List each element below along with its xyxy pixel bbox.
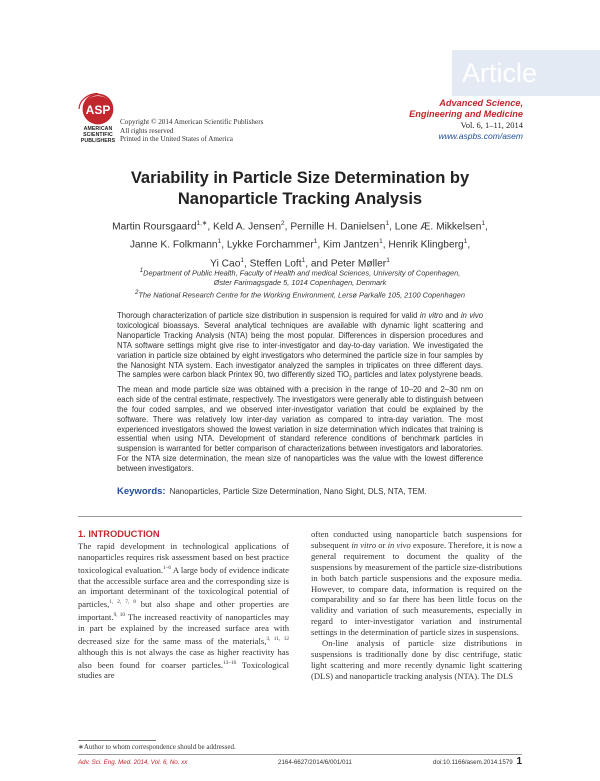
body-text: although this is not always the case as higher reactivity has also been found for coarser particles. — [78, 646, 289, 670]
author-separator: , — [243, 258, 250, 270]
footnote: ∗Author to whom correspondence should be addressed. — [78, 743, 236, 751]
keywords — [117, 487, 483, 497]
author-affiliation: 1 — [301, 256, 306, 264]
affiliations — [60, 266, 540, 301]
author-affiliation: 1 — [385, 220, 390, 227]
affiliation-line — [60, 278, 540, 288]
footer-citation: Adv. Sci. Eng. Med. 2014, Vol. 6, No. xx — [78, 759, 188, 766]
page-number: 1 — [516, 756, 522, 767]
citation-ref: 13–16 — [223, 659, 237, 666]
body-text: or — [376, 539, 388, 550]
copyright-line: All rights reserved — [120, 126, 174, 135]
author-separator: , — [284, 221, 291, 233]
paper-title — [60, 168, 540, 210]
abstract — [117, 311, 483, 474]
author-separator: , — [467, 239, 471, 251]
abstract-text: Thorough characterization of particle size distribution in suspension is required for valid — [117, 311, 420, 320]
author-separator: , — [389, 221, 395, 233]
author-affiliation: 1 — [313, 238, 318, 246]
author-name: Martin Roursgaard — [112, 221, 197, 233]
logo-sub-2: SCIENTIFIC — [83, 132, 113, 138]
author-name: Kim Jantzen — [323, 239, 380, 251]
logo-sub-3: PUBLISHERS — [80, 138, 116, 144]
section-heading: 1. INTRODUCTION — [78, 529, 160, 539]
author-name: Henrik Klingberg — [388, 239, 464, 251]
author-affiliation: 1 — [386, 256, 390, 264]
affiliation-text: The National Research Centre for the Working Environment, Lersø Parkalle 105, 2100 Copenhagen — [138, 290, 466, 300]
author-line — [60, 234, 540, 252]
column-right — [311, 529, 522, 682]
affiliation-number: 2 — [134, 289, 139, 297]
journal-volume: Vol. 6, 1–11, 2014 — [460, 120, 523, 130]
asp-logo-icon — [75, 93, 121, 126]
author-separator: , — [221, 239, 227, 251]
abstract-text: particles and latex polystyrene beads. The mean and mode particle size was obtained with a precision in the range of 10–20 and 2–30 nm on each side of the central estimate, respectively. The investigators were generally able to distinguish between the four coded samples, and we observed inter-investigator variation that could be explained by the software. There was relatively low inter-day variation as compared to intra-day variation. The most experienced investigators showed the lowest variation in size determination which indicates that training is essential when using NTA. Development of standard reference conditions of benchmark particles in suspension is warranted for better comparison of characterizations between investigators and laboratories. For the NTA size determination, the mean size of nanoparticles was the value with the lowest difference between investigators. — [117, 370, 483, 474]
body-text: Toxicological studies are — [78, 659, 289, 681]
citation-ref: 1, 2, 7, 8 — [109, 599, 136, 606]
paragraph — [311, 529, 522, 638]
journal-name: Engineering and Medicine — [409, 109, 523, 119]
author-affiliation: 1 — [463, 238, 468, 246]
abstract-italic: in vitro — [419, 311, 443, 320]
paragraph: On-line analysis of particle size distributions in suspensions is traditionally done by disc centrifuge, static light scattering and more recently dynamic light scattering (DLS) and nanoparticle tracking analysis (NTA). The DLS — [311, 638, 522, 681]
abstract-text: and — [442, 311, 461, 320]
logo-sub-1: AMERICAN — [83, 126, 113, 132]
author-separator: , — [207, 221, 214, 233]
abstract-italic: in vivo — [460, 311, 483, 320]
affiliation-line — [60, 288, 540, 300]
body-text: but also shape and other properties are important. — [78, 599, 289, 623]
author-name: Steffen Loft — [249, 258, 302, 270]
title-line: Variability in Particle Size Determination by — [130, 169, 470, 187]
copyright-line: Copyright © 2014 American Scientific Publishers — [120, 118, 264, 126]
divider — [78, 516, 522, 517]
footnote-divider — [78, 740, 156, 741]
abstract-subscript: 2 — [349, 375, 352, 382]
author-name: Pernille H. Danielsen — [290, 221, 386, 233]
author-name: Lykke Forchammer — [226, 239, 314, 251]
footer-issn: 2164-6627/2014/6/001/011 — [278, 759, 352, 766]
author-name: Janne K. Folkmann — [129, 239, 218, 251]
author-list — [60, 216, 540, 271]
journal-url[interactable]: www.aspbs.com/asem — [438, 131, 523, 141]
footer-doi[interactable]: doi:10.1166/asem.2014.1579 — [433, 759, 513, 766]
copyright-line: Printed in the United States of America — [120, 135, 233, 143]
body-text: The increased reactivity of nanoparticles may in part be explained by the increased surface area with decreased size for the same mass of the materials, — [78, 612, 290, 646]
author-affiliation: 2 — [281, 220, 285, 227]
column-left — [78, 528, 289, 681]
affiliation-number: 1 — [139, 267, 144, 274]
author-affiliation: 1 — [240, 256, 244, 264]
title-line: Nanoparticle Tracking Analysis — [177, 190, 423, 208]
article-tab: Article — [452, 50, 600, 96]
author-affiliation: 1,∗ — [196, 220, 208, 227]
author-name: Peter Møller — [330, 258, 387, 270]
keywords-label: Keywords: — [117, 486, 166, 497]
svg-text:ASP: ASP — [85, 103, 111, 118]
author-separator: , — [382, 239, 389, 251]
author-affiliation: 1 — [481, 220, 486, 227]
page-footer — [78, 757, 522, 769]
citation-ref: 3, 11, 12 — [266, 635, 289, 642]
author-name: Yi Cao — [210, 258, 241, 270]
author-separator: , — [317, 239, 324, 251]
affiliation-line — [60, 266, 540, 278]
author-line — [60, 216, 540, 234]
author-separator: , — [485, 221, 488, 233]
divider — [78, 754, 522, 755]
body-text: exposure. Therefore, it is now a general requirement to document the quality of the suspensions by measurement of the particle size-distributions in both batch particle suspensions and the exposure media. However, to compare data, information is required on the comparability and so far there has been little focus on the validity and variation of such measurements, especially in regard to inter-investigator variation and instrumental settings in the determination of particle sizes in suspensions. — [311, 539, 522, 638]
body-text: A large body of evidence indicate that the accessible surface area and the corresponding size is an important determinant of the toxicological potential of particles, — [78, 564, 289, 610]
abstract-text: toxicological bioassays. Several analytical techniques are available with dynamic light scattering and Nanoparticle Tracking Analysis (NTA) being the most popular. Differences in dispersion procedures and NTA software settings might give rise to inter-investigator and day-to-day variation. We investigated the variation in particle size obtained by eight investigators who determined the particle size in four samples by the Nanosight NTA system. Each investigator analyzed the samples in triplicates on three different days. The samples were carbon black Printex 90, two differently sized TiO — [117, 320, 483, 380]
paragraph — [78, 541, 289, 681]
body-text: The rapid development in technological applications of nanoparticles requires risk assessment based on best practice toxicological evaluation. — [78, 541, 289, 575]
publisher-logo — [75, 93, 121, 144]
author-separator: , and — [305, 258, 331, 270]
body-italic: in vivo — [387, 539, 411, 550]
citation-ref: 9, 10 — [113, 612, 126, 619]
copyright-notice — [120, 118, 263, 144]
author-affiliation: 1 — [217, 238, 222, 246]
affiliation-text: Øster Farimagsgade 5, 1014 Copenhagen, Denmark — [213, 278, 387, 288]
body-text: often conducted using nanoparticle batch suspensions for subsequent — [311, 529, 522, 550]
author-name: Lone Æ. Mikkelsen — [394, 221, 482, 233]
journal-info — [409, 98, 523, 142]
citation-ref: 1–6 — [163, 564, 172, 571]
affiliation-text: Department of Public Health, Faculty of Health and medical Sciences, University of Copenhagen, — [143, 268, 461, 278]
journal-name: Advanced Science, — [439, 98, 523, 108]
author-affiliation: 1 — [379, 238, 383, 246]
body-italic: in vitro — [351, 539, 377, 550]
author-name: Keld A. Jensen — [213, 221, 282, 233]
keywords-text: Nanoparticles, Particle Size Determination, Nano Sight, DLS, NTA, TEM. — [169, 487, 427, 496]
